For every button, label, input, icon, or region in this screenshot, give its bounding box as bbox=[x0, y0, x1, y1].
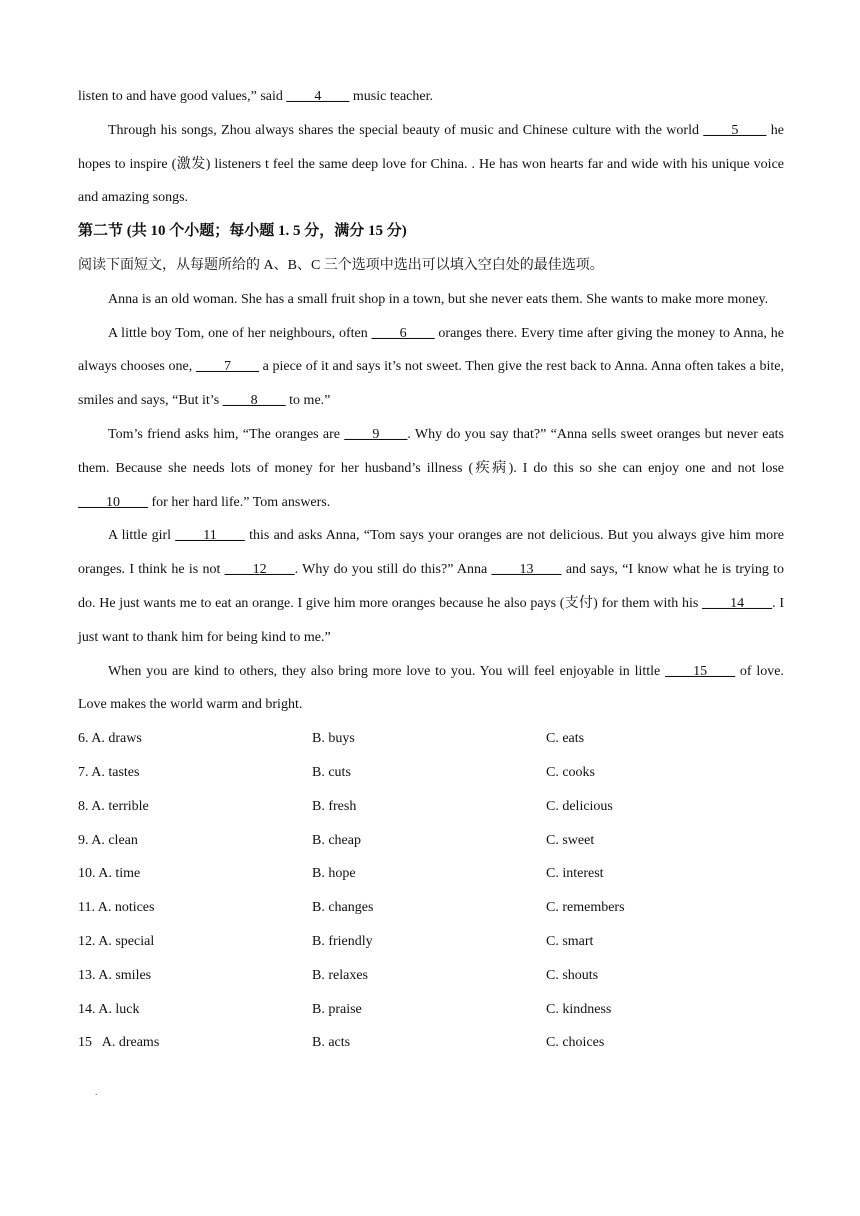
blank-12: ____12____ bbox=[224, 562, 295, 578]
paragraph-tom-friend bbox=[78, 418, 784, 519]
text: Through his songs, Zhou always shares the special beauty of music and Chinese culture with the world bbox=[108, 122, 704, 138]
blank-5: ____5____ bbox=[703, 122, 767, 138]
option-row bbox=[78, 993, 784, 1027]
option-a: 10. A. time bbox=[78, 866, 141, 882]
blank-4: ____4____ bbox=[286, 89, 350, 104]
paragraph-conclusion bbox=[78, 655, 784, 723]
blank-15: ____15____ bbox=[665, 663, 736, 679]
option-a: 15 A. dreams bbox=[78, 1035, 160, 1051]
blank-7: ____7____ bbox=[195, 359, 259, 375]
paragraph-anna-intro: Anna is an old woman. She has a small fruit shop in a town, but she never eats them. She wants to make more money. bbox=[108, 291, 769, 307]
option-a: 11. A. notices bbox=[78, 900, 155, 916]
option-c: C. smart bbox=[546, 933, 594, 949]
text: When you are kind to others, they also bring more love to you. You will feel enjoyable in little bbox=[108, 663, 666, 679]
option-a: 9. A. clean bbox=[78, 832, 138, 848]
option-b: B. cheap bbox=[312, 832, 361, 848]
option-a: 12. A. special bbox=[78, 933, 155, 949]
text: Tom’s friend asks him, “The oranges are bbox=[108, 426, 345, 442]
option-c: C. remembers bbox=[546, 900, 625, 916]
option-row bbox=[78, 925, 784, 959]
option-c: C. sweet bbox=[546, 832, 595, 848]
option-row bbox=[78, 1026, 784, 1060]
text: music teacher. bbox=[349, 89, 433, 104]
text: . Why do you still do this?” Anna bbox=[294, 562, 492, 578]
text: he hopes to inspire (激发) listeners t feel the same deep love for China. . He has won hearts far and wide with his unique voice and amazing songs. bbox=[78, 122, 784, 206]
option-b: B. fresh bbox=[312, 798, 357, 814]
option-a: 7. A. tastes bbox=[78, 764, 140, 780]
paragraph-zhou bbox=[78, 114, 784, 215]
text: and says, “I know what he is trying to do. He just wants me to eat an orange. I give him more oranges because he also pays (支付) for them with his bbox=[78, 562, 784, 611]
blank-14: ____14____ bbox=[702, 595, 773, 611]
option-b: B. changes bbox=[312, 900, 374, 916]
blank-9: ____9____ bbox=[344, 426, 408, 442]
option-c: C. delicious bbox=[546, 798, 613, 814]
option-row bbox=[78, 790, 784, 824]
option-a: 6. A. draws bbox=[78, 731, 142, 747]
option-b: B. friendly bbox=[312, 933, 373, 949]
option-a: 8. A. terrible bbox=[78, 798, 149, 814]
document-page bbox=[78, 80, 784, 1060]
option-c: C. interest bbox=[546, 866, 604, 882]
text: this and asks Anna, “Tom says your oranges are not delicious. But you always give him more oranges. I think he is not bbox=[78, 528, 784, 578]
option-row bbox=[78, 824, 784, 858]
paragraph-little-girl bbox=[78, 519, 784, 654]
option-c: C. eats bbox=[546, 731, 585, 747]
option-row bbox=[78, 722, 784, 756]
blank-10: ____10____ bbox=[78, 494, 148, 510]
blank-6: ____6____ bbox=[371, 325, 435, 341]
option-b: B. acts bbox=[312, 1035, 351, 1051]
option-c: C. kindness bbox=[546, 1001, 612, 1017]
text: oranges there. Every time after giving the money to Anna, he always chooses one, bbox=[78, 325, 784, 375]
section-heading: 第二节 (共 10 个小题；每小题 1. 5 分，满分 15 分) bbox=[78, 223, 407, 240]
option-b: B. praise bbox=[312, 1001, 362, 1017]
paragraph-music-teacher bbox=[78, 80, 784, 114]
paragraph-tom bbox=[78, 317, 784, 418]
option-a: 14. A. luck bbox=[78, 1001, 140, 1017]
blank-8: ____8____ bbox=[222, 393, 286, 409]
option-row bbox=[78, 857, 784, 891]
text: for her hard life.” Tom answers. bbox=[148, 494, 331, 510]
option-b: B. hope bbox=[312, 866, 356, 882]
text: to me.” bbox=[285, 393, 331, 409]
blank-11: ____11____ bbox=[175, 528, 245, 544]
text: A little boy Tom, one of her neighbours, often bbox=[108, 325, 372, 341]
text: a piece of it and says it’s not sweet. Then give the rest back to Anna. Anna often takes a bite, smiles and says, “But it’s bbox=[78, 359, 784, 409]
option-c: C. choices bbox=[546, 1035, 605, 1051]
option-row bbox=[78, 756, 784, 790]
text: . Why do you say that?” “Anna sells sweet oranges but never eats them. Because she needs lots of money for her husband’s illness (疾病). I do this so she can enjoy one and not lose bbox=[78, 426, 784, 476]
options-list bbox=[78, 722, 784, 1060]
option-a: 13. A. smiles bbox=[78, 967, 152, 983]
option-b: B. relaxes bbox=[312, 967, 368, 983]
option-b: B. cuts bbox=[312, 764, 351, 780]
section-instruction: 阅读下面短文，从每题所给的 A、B、C 三个选项中选出可以填入空白处的最佳选项。 bbox=[78, 257, 604, 273]
option-c: C. shouts bbox=[546, 967, 599, 983]
text: of love. Love makes the world warm and bright. bbox=[78, 663, 784, 713]
text: . I just want to thank him for being kind to me.” bbox=[78, 595, 784, 645]
text: listen to and have good values,” said bbox=[78, 89, 287, 104]
option-b: B. buys bbox=[312, 731, 355, 747]
blank-13: ____13____ bbox=[491, 562, 562, 578]
option-row bbox=[78, 891, 784, 925]
option-c: C. cooks bbox=[546, 764, 595, 780]
option-row bbox=[78, 959, 784, 993]
text: A little girl bbox=[108, 528, 176, 544]
stray-mark: . bbox=[95, 1087, 98, 1098]
